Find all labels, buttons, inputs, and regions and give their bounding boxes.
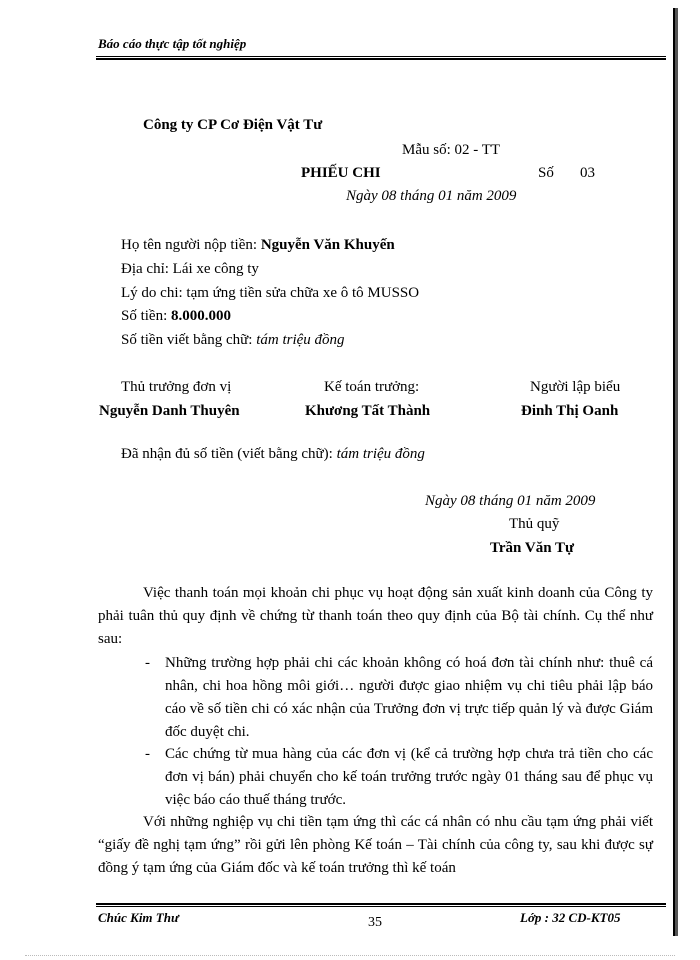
signer-name-preparer: Đinh Thị Oanh (521, 403, 619, 419)
company-name: Công ty CP Cơ Điện Vật Tư (143, 117, 323, 133)
amount-words-row (121, 330, 345, 350)
footer-author: Chúc Kim Thư (98, 910, 179, 925)
payer-name: Nguyễn Văn Khuyến (260, 237, 395, 253)
amount-words-label: Số tiền viết bằng chữ: (121, 332, 253, 348)
address-row (121, 259, 259, 279)
signer-role-director: Thủ trưởng đơn vị (121, 379, 232, 395)
signer-name-chief-accountant: Khương Tất Thành (305, 403, 431, 419)
voucher-title: PHIẾU CHI (301, 165, 381, 181)
reason-row (121, 283, 419, 303)
received-value: tám triệu đồng (336, 446, 425, 462)
footer-rule (96, 903, 666, 907)
reason-label: Lý do chi: (121, 285, 183, 301)
received-row (121, 444, 425, 464)
page-edge-divider (25, 955, 675, 956)
bullet-dash: - (145, 655, 150, 671)
address-label: Địa chỉ: (121, 261, 169, 277)
paragraph-advance-payment: Với những nghiệp vụ chi tiền tạm ứng thì các cá nhân có nhu cầu tạm ứng phải viết “giấy đề nghị tạm ứng” rồi gửi lên phòng Kế toán – Tài chính của công ty, sau khi được sự đồng ý tạm ứng của Giám đốc và kế toán trưởng thì kế toán (98, 814, 653, 876)
header-rule (96, 56, 666, 60)
voucher-number-value: 03 (580, 165, 595, 181)
address-value: Lái xe công ty (172, 261, 259, 277)
amount-words-value: tám triệu đồng (256, 332, 345, 348)
signer-role-chief-accountant: Kế toán trưởng: (324, 379, 420, 395)
cashier-role: Thủ quỹ (509, 516, 560, 532)
payer-label: Họ tên người nộp tiền: (121, 237, 258, 253)
received-label: Đã nhận đủ số tiền (viết bằng chữ): (121, 446, 333, 462)
footer-class: Lớp : 32 CD-KT05 (520, 910, 621, 925)
list-item-text: Các chứng từ mua hàng của các đơn vị (kể cả trường hợp chưa trả tiền cho các đơn vị bán) phải chuyển cho kế toán trưởng trước ngày 01 tháng sau để phục vụ việc báo cáo thuế tháng trước. (165, 746, 653, 808)
paragraph-payment-rules: Việc thanh toán mọi khoản chi phục vụ hoạt động sản xuất kinh doanh của Công ty phải tuân thủ quy định về chứng từ thanh toán theo quy định của Bộ tài chính. Cụ thể như sau: (98, 585, 653, 647)
payer-row (121, 235, 395, 255)
amount-row (121, 306, 231, 326)
list-item (98, 652, 653, 744)
cashier-name: Trần Văn Tự (490, 540, 575, 556)
signer-name-director: Nguyễn Danh Thuyên (99, 403, 240, 419)
list-item (98, 743, 653, 812)
signer-role-preparer: Người lập biểu (530, 379, 621, 395)
page-number: 35 (368, 915, 382, 930)
amount-label: Số tiền: (121, 308, 168, 324)
reason-value: tạm ứng tiền sửa chữa xe ô tô MUSSO (186, 285, 420, 301)
list-item-text: Những trường hợp phải chi các khoản không có hoá đơn tài chính như: thuê cá nhân, chi hoa hồng môi giới… người được giao nhiệm vụ chi tiêu phải lập báo cáo về số tiền chi có xác nhận của Trưởng đơn vị trực tiếp quản lý và được Giám đốc duyệt chi. (165, 655, 653, 740)
header-title: Báo cáo thực tập tốt nghiệp (98, 36, 247, 51)
voucher-number-label: Số (538, 165, 554, 181)
bullet-dash: - (145, 746, 150, 762)
voucher-date: Ngày 08 tháng 01 năm 2009 (346, 188, 517, 204)
receipt-date: Ngày 08 tháng 01 năm 2009 (425, 493, 596, 509)
amount-value: 8.000.000 (171, 308, 232, 324)
form-number: Mẫu số: 02 - TT (402, 142, 501, 158)
